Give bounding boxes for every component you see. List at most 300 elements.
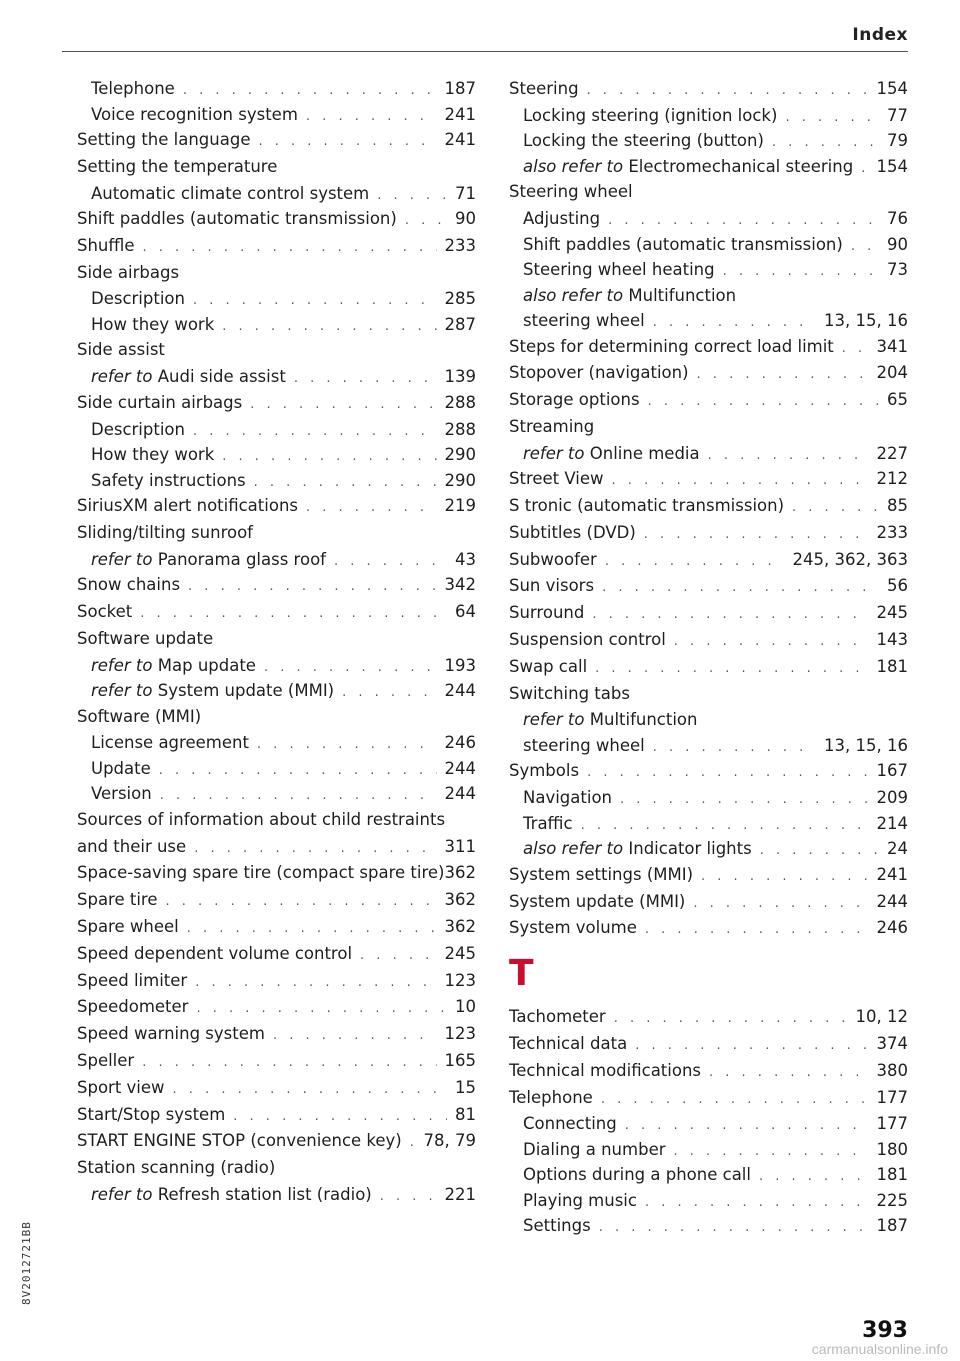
leader-dots xyxy=(334,549,447,575)
index-term-text: Navigation xyxy=(523,788,612,808)
leader-dots xyxy=(701,864,868,891)
leader-dots xyxy=(653,310,816,336)
leader-dots xyxy=(608,208,879,234)
page-reference: 65 xyxy=(887,390,908,410)
page-reference: 167 xyxy=(876,761,908,781)
index-entry xyxy=(77,860,476,887)
index-term xyxy=(509,758,579,785)
index-term-text: Subwoofer xyxy=(509,549,597,569)
index-term-text: How they work xyxy=(91,314,215,334)
index-entry xyxy=(77,1128,476,1155)
index-entry xyxy=(509,758,908,785)
index-entry xyxy=(77,206,476,233)
index-term-text: Speller xyxy=(77,1051,135,1071)
index-term-text: Space-saving spare tire (compact spare tire) xyxy=(77,863,445,883)
page-reference: 77 xyxy=(887,105,908,125)
index-term-text: Connecting xyxy=(523,1114,617,1134)
index-term xyxy=(509,600,584,627)
index-term xyxy=(91,781,152,807)
index-entry xyxy=(509,283,908,309)
index-term-text: Voice recognition system xyxy=(91,104,298,124)
index-term-text: Side assist xyxy=(77,340,165,360)
page-reference: 154 xyxy=(876,79,908,98)
index-term xyxy=(509,414,594,441)
page-reference: 181 xyxy=(876,656,908,676)
leader-dots xyxy=(645,917,869,944)
leader-dots xyxy=(193,288,437,314)
leader-dots xyxy=(601,1087,869,1114)
index-entry xyxy=(509,179,908,206)
index-entry xyxy=(509,414,908,441)
section-letter: T xyxy=(509,953,534,995)
leader-dots xyxy=(193,419,437,445)
index-term xyxy=(77,626,213,653)
index-entry xyxy=(77,417,476,443)
index-term-text: Suspension control xyxy=(509,630,666,650)
leader-dots xyxy=(851,234,879,260)
leader-dots xyxy=(258,129,436,156)
index-entry xyxy=(77,1021,476,1048)
index-term xyxy=(509,493,784,520)
index-entry xyxy=(509,627,908,654)
leader-dots xyxy=(792,495,879,522)
index-term-text: Side curtain airbags xyxy=(77,392,243,412)
page-number: 393 xyxy=(862,1318,908,1343)
watermark: carmanualsonline.info xyxy=(811,1341,948,1357)
index-term xyxy=(77,887,158,914)
index-term xyxy=(91,76,175,102)
index-term xyxy=(77,127,250,154)
index-term-text: Sliding/tilting sunroof xyxy=(77,522,253,542)
index-term xyxy=(509,1058,701,1085)
index-term xyxy=(77,941,352,968)
index-term-text: Electromechanical steering xyxy=(628,156,854,176)
index-entry xyxy=(77,1155,476,1182)
index-term-text: System settings (MMI) xyxy=(509,864,694,884)
page-reference: 13, 15, 16 xyxy=(824,311,908,331)
page-reference: 362 xyxy=(444,917,476,937)
index-entry xyxy=(509,654,908,681)
leader-dots xyxy=(342,680,436,706)
leader-dots xyxy=(581,813,869,839)
index-entry xyxy=(509,915,908,942)
index-term-text: Start/Stop system xyxy=(77,1104,226,1124)
index-term-text: Automatic climate control system xyxy=(91,183,370,203)
index-term-text: Shift paddles (automatic transmission) xyxy=(77,209,397,229)
index-term-text: Subtitles (DVD) xyxy=(509,522,636,542)
index-term xyxy=(77,233,135,260)
index-term xyxy=(509,627,666,654)
page-reference: 362 xyxy=(444,863,476,883)
page-reference: 244 xyxy=(444,784,476,804)
leader-dots xyxy=(645,1190,869,1216)
page-reference: 177 xyxy=(876,1087,908,1107)
index-term xyxy=(91,312,214,338)
index-entry xyxy=(509,206,908,232)
index-term xyxy=(77,807,445,834)
page-reference: 241 xyxy=(876,864,908,884)
index-entry xyxy=(509,520,908,547)
index-term-text: Telephone xyxy=(91,79,175,98)
page-reference: 15 xyxy=(455,1077,476,1097)
page-reference: 56 xyxy=(887,576,908,596)
index-term-text: Swap call xyxy=(509,656,588,676)
index-term xyxy=(523,283,736,309)
leader-dots xyxy=(599,1215,869,1241)
index-entry xyxy=(509,257,908,283)
page-header-title: Index xyxy=(852,25,908,45)
index-term xyxy=(77,493,298,520)
page-reference: 311 xyxy=(444,836,476,856)
leader-dots xyxy=(708,443,869,469)
page-reference: 245 xyxy=(876,603,908,623)
index-entry xyxy=(77,914,476,941)
index-term-text: Software update xyxy=(77,628,214,648)
index-entry xyxy=(509,387,908,414)
leader-dots xyxy=(377,183,447,209)
index-term-text: Setting the temperature xyxy=(77,156,278,176)
index-term xyxy=(523,1137,666,1163)
index-term-text: System update (MMI) xyxy=(157,681,335,701)
index-term-text: Adjusting xyxy=(523,209,601,229)
index-term xyxy=(509,573,594,600)
index-term-text: Stopover (navigation) xyxy=(509,363,689,383)
index-entry xyxy=(77,1182,476,1208)
leader-dots xyxy=(612,468,869,495)
page-reference: 123 xyxy=(444,1024,476,1044)
index-entry xyxy=(509,103,908,129)
index-entry xyxy=(509,733,908,759)
leader-dots xyxy=(273,1023,437,1050)
leader-dots xyxy=(625,1113,869,1139)
index-entry xyxy=(77,968,476,995)
leader-dots xyxy=(587,78,869,105)
leader-dots xyxy=(188,574,436,601)
index-term-text: Streaming xyxy=(509,416,595,436)
index-entry xyxy=(77,127,476,154)
index-term xyxy=(77,520,253,547)
leader-dots xyxy=(222,314,436,340)
index-term xyxy=(509,654,587,681)
leader-dots xyxy=(772,130,879,156)
leader-dots xyxy=(405,208,447,235)
leader-dots xyxy=(360,943,436,970)
index-term xyxy=(509,360,689,387)
index-entry xyxy=(509,1031,908,1058)
index-term xyxy=(77,1155,275,1182)
index-term-text: Spare wheel xyxy=(77,917,179,937)
index-term xyxy=(509,889,685,916)
cross-reference-prefix: refer to xyxy=(523,710,585,730)
page-reference: 380 xyxy=(876,1060,908,1080)
leader-dots xyxy=(173,1077,447,1104)
index-term-text: Speedometer xyxy=(77,997,189,1017)
index-entry xyxy=(509,600,908,627)
index-term xyxy=(77,834,186,861)
leader-dots xyxy=(250,392,436,419)
page-reference: 287 xyxy=(444,314,476,334)
index-entry xyxy=(77,312,476,338)
leader-dots xyxy=(605,549,785,576)
leader-dots xyxy=(861,156,868,182)
index-entry xyxy=(77,781,476,807)
index-term xyxy=(91,102,298,128)
page-reference: 10 xyxy=(455,997,476,1017)
page-reference: 244 xyxy=(444,758,476,778)
page-reference: 288 xyxy=(444,419,476,439)
index-entry xyxy=(509,1111,908,1137)
page-reference: 187 xyxy=(876,1216,908,1236)
index-term xyxy=(77,1102,225,1129)
index-term xyxy=(523,103,777,129)
index-term-text: Shift paddles (automatic transmission) xyxy=(523,234,843,254)
index-term xyxy=(77,206,397,233)
index-term xyxy=(523,1213,591,1239)
index-term-text: S tronic (automatic transmission) xyxy=(509,496,785,516)
index-term-text: Symbols xyxy=(509,761,580,781)
leader-dots xyxy=(306,104,437,130)
index-term-text: and their use xyxy=(77,836,187,856)
index-term xyxy=(523,206,600,232)
leader-dots xyxy=(196,996,447,1023)
index-term-text: License agreement xyxy=(91,733,249,753)
page-reference: 181 xyxy=(876,1165,908,1185)
index-term-text: Locking steering (ignition lock) xyxy=(523,105,778,125)
index-entry xyxy=(77,941,476,968)
index-entry xyxy=(509,1058,908,1085)
page-reference: 244 xyxy=(876,891,908,911)
cross-reference-prefix: refer to xyxy=(91,1185,153,1205)
index-term-text: Map update xyxy=(157,655,256,675)
page-reference: 212 xyxy=(876,469,908,489)
page-reference: 233 xyxy=(444,235,476,255)
cross-reference-prefix: refer to xyxy=(91,681,153,701)
index-term xyxy=(509,520,636,547)
leader-dots xyxy=(595,656,868,683)
index-entry xyxy=(509,493,908,520)
index-term xyxy=(91,364,286,390)
leader-dots xyxy=(410,1130,416,1157)
index-term-text: Locking the steering (button) xyxy=(523,131,764,151)
index-term xyxy=(509,466,604,493)
cross-reference-prefix: also refer to xyxy=(523,156,624,176)
index-entry xyxy=(77,887,476,914)
index-term-text: Speed warning system xyxy=(77,1024,265,1044)
leader-dots xyxy=(140,601,447,628)
index-entry xyxy=(77,520,476,547)
header-rule xyxy=(62,51,908,52)
page-reference: 123 xyxy=(444,970,476,990)
index-term xyxy=(509,76,579,103)
index-entry xyxy=(77,337,476,364)
page-reference: 290 xyxy=(444,445,476,465)
index-term xyxy=(523,128,764,154)
leader-dots xyxy=(264,655,437,681)
page-reference: 209 xyxy=(876,788,908,808)
index-term xyxy=(77,599,132,626)
page-reference: 24 xyxy=(887,839,908,859)
index-entry xyxy=(77,834,476,861)
index-term xyxy=(77,914,179,941)
index-term xyxy=(91,442,214,468)
index-term xyxy=(523,733,645,759)
document-code: 8V2012721BB xyxy=(20,1221,33,1305)
index-term-text: START ENGINE STOP (convenience key) xyxy=(77,1131,402,1151)
leader-dots xyxy=(709,1060,868,1087)
index-term-text: Indicator lights xyxy=(628,839,752,859)
cross-reference-prefix: refer to xyxy=(91,549,153,569)
leader-dots xyxy=(614,1006,848,1033)
leader-dots xyxy=(644,522,869,549)
index-term xyxy=(509,547,597,574)
index-entry xyxy=(509,1188,908,1214)
index-entry xyxy=(77,599,476,626)
leader-dots xyxy=(195,970,436,997)
page-reference: 219 xyxy=(444,496,476,516)
page-reference: 187 xyxy=(444,79,476,98)
index-term xyxy=(523,811,573,837)
index-entry xyxy=(509,1004,908,1031)
index-term-text: Panorama glass roof xyxy=(157,549,326,569)
leader-dots xyxy=(760,838,879,864)
index-entry xyxy=(77,547,476,573)
index-entry xyxy=(509,889,908,916)
index-term xyxy=(77,260,179,287)
leader-dots xyxy=(674,1139,869,1165)
index-term-text: Steps for determining correct load limit xyxy=(509,336,834,356)
index-term-text: Snow chains xyxy=(77,575,181,595)
page-reference: 341 xyxy=(876,336,908,356)
page-reference: 139 xyxy=(444,367,476,387)
page-reference: 246 xyxy=(876,918,908,938)
page-reference: 246 xyxy=(444,733,476,753)
index-term xyxy=(91,468,246,494)
index-entry xyxy=(509,308,908,334)
index-term xyxy=(523,441,700,467)
index-term xyxy=(91,181,369,207)
index-term xyxy=(523,232,843,258)
leader-dots xyxy=(587,760,868,787)
index-entry xyxy=(509,836,908,862)
index-term-text: Sun visors xyxy=(509,576,595,596)
index-term-text: Description xyxy=(91,289,185,309)
index-term-text: Steering wheel heating xyxy=(523,260,715,280)
index-entry xyxy=(509,1213,908,1239)
index-term-text: Telephone xyxy=(509,1087,593,1107)
index-term-text: Dialing a number xyxy=(523,1139,666,1159)
leader-dots xyxy=(380,1184,437,1210)
page-reference: 245 xyxy=(444,943,476,963)
index-term-text: steering wheel xyxy=(523,311,645,331)
leader-dots xyxy=(143,235,437,262)
page-reference: 204 xyxy=(876,363,908,383)
index-entry xyxy=(77,704,476,731)
page-reference: 81 xyxy=(455,1104,476,1124)
cross-reference-prefix: refer to xyxy=(523,443,585,463)
index-entry xyxy=(77,181,476,207)
index-entry xyxy=(509,1137,908,1163)
index-term-text: Socket xyxy=(77,601,133,621)
index-entry xyxy=(77,154,476,181)
index-term-text: Switching tabs xyxy=(509,683,630,703)
page-reference: 64 xyxy=(455,601,476,621)
index-entry xyxy=(77,286,476,312)
page-reference: 177 xyxy=(876,1114,908,1134)
leader-dots xyxy=(166,889,437,916)
index-term xyxy=(523,1111,617,1137)
index-entry xyxy=(77,626,476,653)
page-reference: 76 xyxy=(887,209,908,229)
leader-dots xyxy=(620,787,869,813)
page-reference: 227 xyxy=(876,443,908,463)
leader-dots xyxy=(635,1033,868,1060)
index-entry xyxy=(509,334,908,361)
index-entry xyxy=(509,466,908,493)
index-entry xyxy=(77,468,476,494)
leader-dots xyxy=(602,575,879,602)
leader-dots xyxy=(187,916,437,943)
page-reference: 73 xyxy=(887,260,908,280)
index-entry xyxy=(77,572,476,599)
leader-dots xyxy=(842,336,869,363)
index-term-text: Speed limiter xyxy=(77,970,188,990)
index-term xyxy=(509,862,693,889)
page-reference: 290 xyxy=(444,470,476,490)
index-entry xyxy=(77,653,476,679)
index-term xyxy=(509,1004,606,1031)
leader-dots xyxy=(723,259,879,285)
index-term-text: Online media xyxy=(589,443,700,463)
index-entry xyxy=(77,1075,476,1102)
index-entry xyxy=(509,1162,908,1188)
leader-dots xyxy=(592,602,868,629)
index-term-text: Steering wheel xyxy=(509,182,633,202)
leader-dots xyxy=(222,444,436,470)
index-term-text: SiriusXM alert notifications xyxy=(77,496,298,516)
index-term xyxy=(77,572,180,599)
index-term xyxy=(523,785,612,811)
page-reference: 154 xyxy=(876,156,908,176)
index-term xyxy=(509,915,637,942)
page-reference: 143 xyxy=(876,630,908,650)
index-term-text: Spare tire xyxy=(77,890,158,910)
index-term xyxy=(77,860,444,887)
page-reference: 244 xyxy=(444,681,476,701)
index-entry xyxy=(509,232,908,258)
index-term xyxy=(509,387,640,414)
page-reference: 288 xyxy=(444,392,476,412)
index-entry xyxy=(77,807,476,834)
index-term xyxy=(509,1031,627,1058)
index-term xyxy=(91,678,334,704)
index-entry xyxy=(77,390,476,417)
page-reference: 165 xyxy=(444,1051,476,1071)
index-term xyxy=(77,1075,165,1102)
index-term-text: Sport view xyxy=(77,1077,165,1097)
index-term-text: Storage options xyxy=(509,390,640,410)
index-term xyxy=(77,704,201,731)
page-reference: 245, 362, 363 xyxy=(792,549,908,569)
index-term xyxy=(77,154,277,181)
page-reference: 241 xyxy=(444,130,476,149)
index-entry xyxy=(77,260,476,287)
index-entry xyxy=(509,547,908,574)
index-term-text: Street View xyxy=(509,469,604,489)
leader-dots xyxy=(648,389,879,416)
index-term-text: Setting the language xyxy=(77,130,251,149)
index-term-text: steering wheel xyxy=(523,735,645,755)
index-term xyxy=(91,756,151,782)
